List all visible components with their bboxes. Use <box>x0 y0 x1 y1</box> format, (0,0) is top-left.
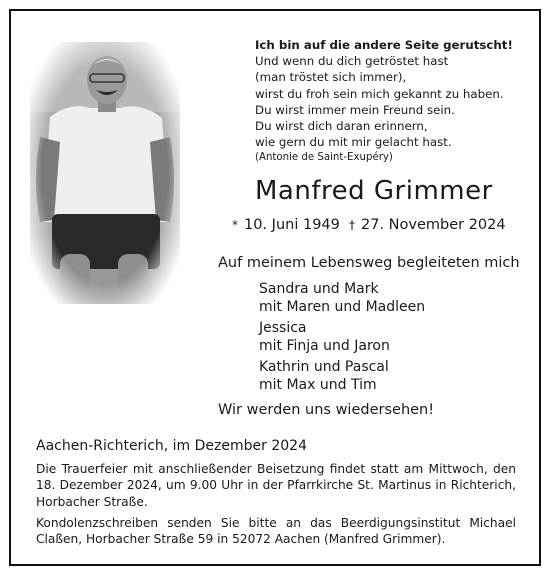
poem-attribution: (Antonie de Saint-Exupéry) <box>255 152 393 163</box>
mourner-family <box>259 280 425 316</box>
deceased-name: Manfred Grimmer <box>255 176 493 206</box>
portrait-photo <box>30 42 180 304</box>
funeral-service-notice <box>36 461 516 510</box>
poem-line: wirst du froh sein mich gekannt zu haben. <box>255 86 504 101</box>
condolence-notice <box>36 515 516 548</box>
place-date: Aachen-Richterich, im Dezember 2024 <box>36 438 307 454</box>
notice-line: Horbacher Straße. <box>36 494 148 509</box>
mourner-line: Sandra und Mark <box>259 281 379 297</box>
mourner-line: mit Finja und Jaron <box>259 338 390 354</box>
birth-star-icon: * <box>232 218 238 232</box>
poem-line: Und wenn du dich getröstet hast <box>255 54 449 69</box>
notice-line: 18. Dezember 2024, um 9.00 Uhr in der Pfarrkirche St. Martinus in Richterich, <box>36 478 516 493</box>
poem-line: (man tröstet sich immer), <box>255 70 407 85</box>
mourner-line: mit Max und Tim <box>259 377 377 393</box>
poem-line: Du wirst immer mein Freund sein. <box>255 102 455 117</box>
birth-date-text: 10. Juni 1949 <box>244 217 340 233</box>
poem-line: wie gern du mit mir gelacht hast. <box>255 135 452 150</box>
mourner-line: Jessica <box>259 320 307 336</box>
mourner-family <box>259 319 425 355</box>
mourner-line: Kathrin und Pascal <box>259 359 389 375</box>
notice-line: Die Trauerfeier mit anschließender Beisetzung findet statt am Mittwoch, den <box>36 462 516 476</box>
notice-line: Kondolenzschreiben senden Sie bitte an das Beerdigungsinstitut Michael <box>36 516 516 530</box>
poem-line: Du wirst dich daran erinnern, <box>255 119 428 134</box>
mourners-list <box>259 280 425 397</box>
poem <box>255 37 513 150</box>
death-cross-icon: † <box>349 218 355 232</box>
mourner-line: mit Maren und Madleen <box>259 299 426 315</box>
notice-line: Claßen, Horbacher Straße 59 in 52072 Aachen (Manfred Grimmer). <box>36 532 446 547</box>
birth-date <box>232 217 340 233</box>
mourners-intro: Auf meinem Lebensweg begleiteten mich <box>218 255 520 271</box>
poem-line: Ich bin auf die andere Seite gerutscht! <box>255 38 513 52</box>
mourner-family <box>259 358 425 394</box>
death-date <box>349 217 506 233</box>
death-date-text: 27. November 2024 <box>361 217 506 233</box>
closing-line: Wir werden uns wiedersehen! <box>218 402 435 418</box>
